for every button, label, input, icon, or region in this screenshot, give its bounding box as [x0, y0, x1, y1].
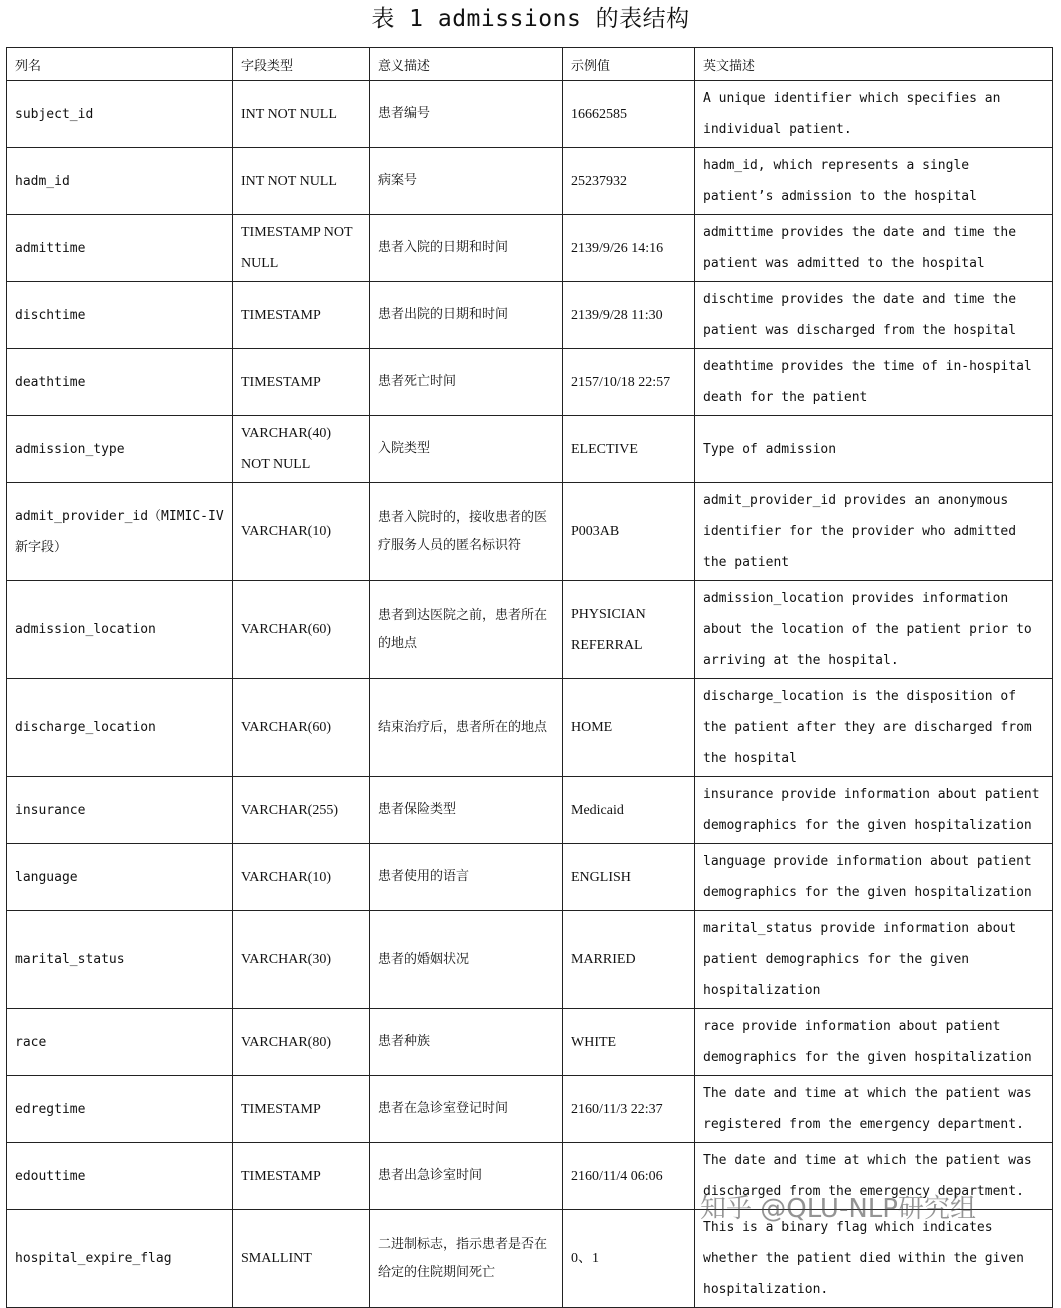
cell-field-type: TIMESTAMP: [233, 1143, 370, 1210]
cell-example: MARRIED: [563, 911, 695, 1009]
cell-example: Medicaid: [563, 777, 695, 844]
cell-column-name: admission_type: [7, 416, 233, 483]
cell-field-type: VARCHAR(255): [233, 777, 370, 844]
cell-example: ENGLISH: [563, 844, 695, 911]
cell-example: 2160/11/3 22:37: [563, 1076, 695, 1143]
cell-english-description: insurance provide information about patient demographics for the given hospitalization: [695, 777, 1053, 844]
table-row: [7, 148, 1053, 215]
table-row: [7, 911, 1053, 1009]
watermark: 知乎 @QLU-NLP研究组: [700, 1194, 976, 1224]
header-english-description: 英文描述: [695, 48, 1053, 81]
cell-meaning: 患者种族: [370, 1009, 563, 1076]
cell-meaning: 患者入院时的，接收患者的医疗服务人员的匿名标识符: [370, 483, 563, 581]
cell-example: ELECTIVE: [563, 416, 695, 483]
cell-example: HOME: [563, 679, 695, 777]
header-column-name: 列名: [7, 48, 233, 81]
table-row: [7, 416, 1053, 483]
header-field-type: 字段类型: [233, 48, 370, 81]
table-row: [7, 215, 1053, 282]
cell-column-name: admission_location: [7, 581, 233, 679]
cell-column-name: hospital_expire_flag: [7, 1210, 233, 1308]
cell-english-description: hadm_id, which represents a single patient’s admission to the hospital: [695, 148, 1053, 215]
cell-meaning: 患者的婚姻状况: [370, 911, 563, 1009]
cell-meaning: 患者在急诊室登记时间: [370, 1076, 563, 1143]
cell-meaning: 患者死亡时间: [370, 349, 563, 416]
table-row: [7, 81, 1053, 148]
table-row: [7, 844, 1053, 911]
cell-example: P003AB: [563, 483, 695, 581]
cell-field-type: INT NOT NULL: [233, 148, 370, 215]
cell-field-type: INT NOT NULL: [233, 81, 370, 148]
cell-meaning: 患者编号: [370, 81, 563, 148]
cell-english-description: dischtime provides the date and time the patient was discharged from the hospital: [695, 282, 1053, 349]
cell-english-description: The date and time at which the patient was registered from the emergency department.: [695, 1076, 1053, 1143]
table-body: [7, 81, 1053, 1308]
cell-english-description: A unique identifier which specifies an individual patient.: [695, 81, 1053, 148]
cell-field-type: TIMESTAMP: [233, 349, 370, 416]
cell-example: 2157/10/18 22:57: [563, 349, 695, 416]
cell-english-description: admit_provider_id provides an anonymous identifier for the provider who admitted the patient: [695, 483, 1053, 581]
cell-english-description: Type of admission: [695, 416, 1053, 483]
cell-column-name: language: [7, 844, 233, 911]
table-row: [7, 349, 1053, 416]
cell-english-description: discharge_location is the disposition of the patient after they are discharged from the hospital: [695, 679, 1053, 777]
cell-column-name: deathtime: [7, 349, 233, 416]
cell-meaning: 二进制标志，指示患者是否在给定的住院期间死亡: [370, 1210, 563, 1308]
cell-field-type: VARCHAR(10): [233, 483, 370, 581]
admissions-schema-table: [6, 47, 1053, 1308]
cell-example: 2160/11/4 06:06: [563, 1143, 695, 1210]
cell-column-name: race: [7, 1009, 233, 1076]
cell-meaning: 结束治疗后，患者所在的地点: [370, 679, 563, 777]
cell-field-type: VARCHAR(40) NOT NULL: [233, 416, 370, 483]
cell-example: PHYSICIAN REFERRAL: [563, 581, 695, 679]
cell-example: 2139/9/26 14:16: [563, 215, 695, 282]
cell-column-name: marital_status: [7, 911, 233, 1009]
cell-column-name: subject_id: [7, 81, 233, 148]
cell-field-type: TIMESTAMP: [233, 282, 370, 349]
cell-meaning: 患者使用的语言: [370, 844, 563, 911]
cell-english-description: This is a binary flag which indicates whether the patient died within the given hospitalization.: [695, 1210, 1053, 1308]
cell-example: 2139/9/28 11:30: [563, 282, 695, 349]
table-title: 表 1 admissions 的表结构: [371, 6, 690, 32]
cell-english-description: admittime provides the date and time the patient was admitted to the hospital: [695, 215, 1053, 282]
table-row: [7, 483, 1053, 581]
cell-column-name: edouttime: [7, 1143, 233, 1210]
table-row: [7, 777, 1053, 844]
table-row: [7, 679, 1053, 777]
cell-field-type: VARCHAR(10): [233, 844, 370, 911]
header-example: 示例值: [563, 48, 695, 81]
cell-english-description: The date and time at which the patient was discharged from the emergency department.: [695, 1143, 1053, 1210]
table-row: [7, 282, 1053, 349]
cell-column-name: dischtime: [7, 282, 233, 349]
cell-field-type: VARCHAR(60): [233, 679, 370, 777]
cell-column-name: insurance: [7, 777, 233, 844]
table-header-row: [7, 48, 1053, 81]
cell-english-description: admission_location provides information about the location of the patient prior to arriving at the hospital.: [695, 581, 1053, 679]
cell-column-name: edregtime: [7, 1076, 233, 1143]
cell-meaning: 入院类型: [370, 416, 563, 483]
cell-column-name: hadm_id: [7, 148, 233, 215]
cell-meaning: 病案号: [370, 148, 563, 215]
cell-column-name: admittime: [7, 215, 233, 282]
cell-meaning: 患者出院的日期和时间: [370, 282, 563, 349]
cell-example: 25237932: [563, 148, 695, 215]
cell-field-type: SMALLINT: [233, 1210, 370, 1308]
cell-meaning: 患者出急诊室时间: [370, 1143, 563, 1210]
cell-column-name: discharge_location: [7, 679, 233, 777]
table-row: [7, 1076, 1053, 1143]
table-row: [7, 1009, 1053, 1076]
cell-example: 0、1: [563, 1210, 695, 1308]
cell-english-description: deathtime provides the time of in-hospital death for the patient: [695, 349, 1053, 416]
table-row: [7, 581, 1053, 679]
cell-meaning: 患者到达医院之前，患者所在的地点: [370, 581, 563, 679]
cell-field-type: VARCHAR(60): [233, 581, 370, 679]
cell-english-description: race provide information about patient demographics for the given hospitalization: [695, 1009, 1053, 1076]
cell-field-type: VARCHAR(30): [233, 911, 370, 1009]
cell-example: WHITE: [563, 1009, 695, 1076]
cell-field-type: VARCHAR(80): [233, 1009, 370, 1076]
cell-meaning: 患者入院的日期和时间: [370, 215, 563, 282]
cell-column-name: admit_provider_id（MIMIC-IV新字段）: [7, 483, 233, 581]
cell-example: 16662585: [563, 81, 695, 148]
cell-field-type: TIMESTAMP NOT NULL: [233, 215, 370, 282]
cell-meaning: 患者保险类型: [370, 777, 563, 844]
header-meaning: 意义描述: [370, 48, 563, 81]
cell-field-type: TIMESTAMP: [233, 1076, 370, 1143]
cell-english-description: marital_status provide information about patient demographics for the given hospitalization: [695, 911, 1053, 1009]
cell-english-description: language provide information about patient demographics for the given hospitalization: [695, 844, 1053, 911]
